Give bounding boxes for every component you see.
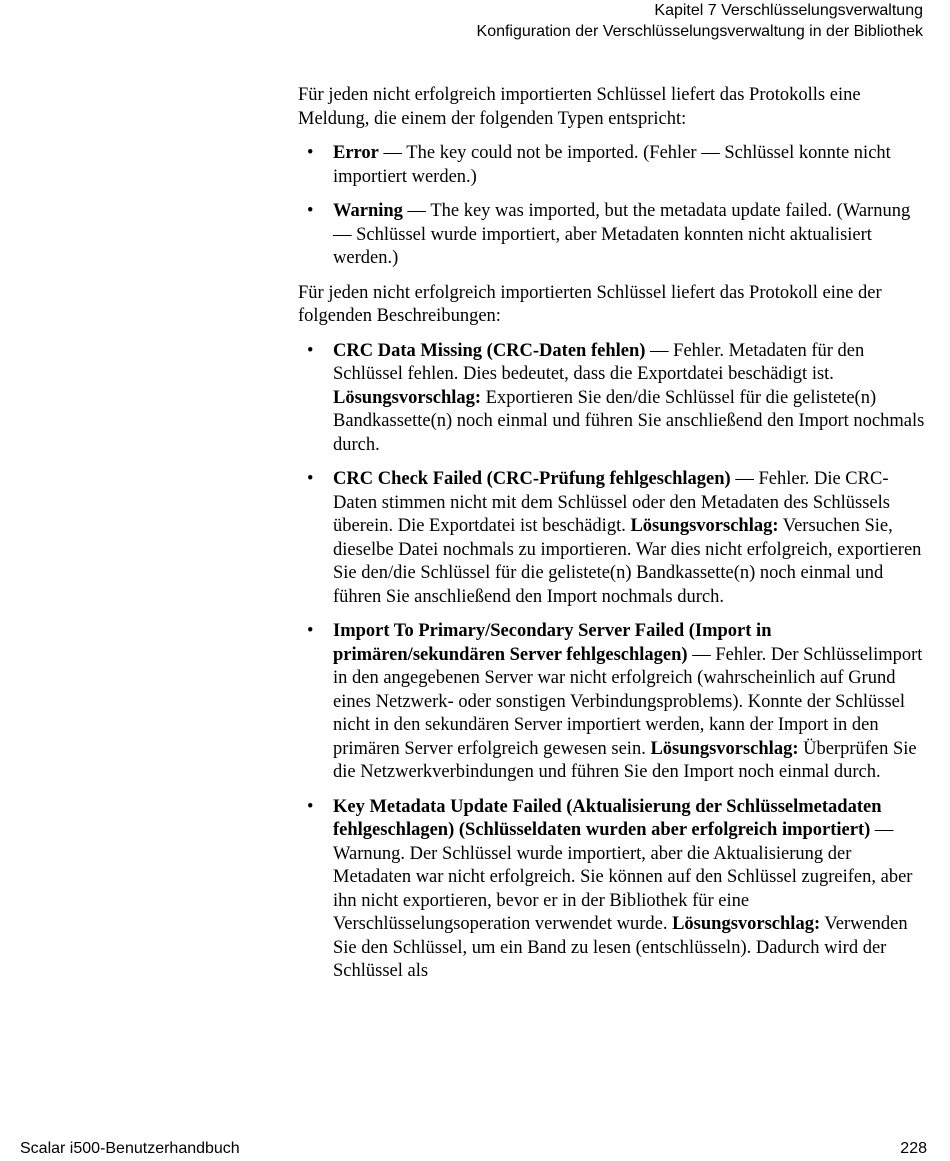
bullet-icon: •	[307, 621, 314, 641]
list-item	[298, 200, 926, 271]
bullet-icon: •	[307, 143, 314, 163]
list-item	[298, 468, 926, 609]
item-term: Error	[333, 143, 379, 163]
item-term: CRC Data Missing (CRC-Daten fehlen)	[333, 340, 646, 361]
solution-text: Versuchen Sie, dieselbe Datei nochmals zu importieren. War dies nicht erfolgreich, exportieren Sie den/die Schlüssel für die gelistete(n) Bandkassette(n) noch einmal und führen Sie anschließend den Import nochmals durch.	[333, 516, 922, 607]
item-text: — Fehler. Der Schlüsselimport in den angegebenen Server war nicht erfolgreich (wahrscheinlich auf Grund eines Netzwerk- oder sonstigen Verbindungsproblems). Konnte der Schlüssel nicht in den sekundären Server importiert werden, kann der Import in den primären Server erfolgreich gewesen sein.	[333, 644, 923, 759]
solution-label: Lösungsvorschlag:	[672, 914, 821, 934]
footer-document-title: Scalar i500-Benutzerhandbuch	[20, 1140, 240, 1157]
item-text: — The key was imported, but the metadata update failed. (Warnung — Schlüssel wurde importiert, aber Metadaten konnten nicht aktualisiert werden.)	[333, 201, 911, 268]
solution-label: Lösungsvorschlag:	[333, 387, 482, 408]
running-header	[477, 0, 923, 42]
bullet-icon: •	[307, 201, 314, 221]
intro-paragraph-2: Für jeden nicht erfolgreich importierten Schlüssel liefert das Protokoll eine der folgenden Beschreibungen:	[298, 282, 882, 326]
list-item	[298, 142, 926, 189]
item-term: Import To Primary/Secondary Server Failed (Import in primären/sekundären Server fehlgeschlagen)	[333, 621, 772, 665]
solution-text: Verwenden Sie den Schlüssel, um ein Band zu lesen (entschlüsseln). Dadurch wird der Schlüssel als	[333, 914, 908, 981]
item-term: Key Metadata Update Failed (Aktualisierung der Schlüsselmetadaten fehlgeschlagen) (Schlüsseldaten wurden aber erfolgreich importiert)	[333, 796, 882, 840]
item-text: — Warnung. Der Schlüssel wurde importiert, aber die Aktualisierung der Metadaten war nicht erfolgreich. Sie können auf den Schlüssel zugreifen, aber ihn nicht exportieren, bevor er in der Bibliothek für eine Verschlüsselungsoperation verwendet wurde.	[333, 820, 913, 934]
section-title: Konfiguration der Verschlüsselungsverwaltung in der Bibliothek	[476, 23, 923, 40]
bullet-icon: •	[307, 796, 314, 817]
solution-label: Lösungsvorschlag:	[630, 516, 779, 536]
item-text: — Fehler. Die CRC-Daten stimmen nicht mit dem Schlüssel oder den Metadaten des Schlüssels überein. Die Exportdatei ist beschädigt.	[333, 469, 890, 536]
list-item	[298, 620, 926, 785]
bullet-icon: •	[307, 469, 314, 489]
description-list	[298, 340, 926, 984]
solution-text: Exportieren Sie den/die Schlüssel für die gelistete(n) Bandkassette(n) noch einmal und führen Sie anschließend den Import nochmals durch.	[333, 387, 925, 455]
item-term: Warning	[333, 201, 403, 221]
intro-paragraph-1: Für jeden nicht erfolgreich importierten Schlüssel liefert das Protokolls eine Meldung, die einem der folgenden Typen entspricht:	[298, 85, 861, 129]
item-term: CRC Check Failed (CRC-Prüfung fehlgeschlagen)	[333, 469, 731, 489]
solution-label: Lösungsvorschlag:	[650, 738, 799, 759]
chapter-title: Kapitel 7 Verschlüsselungsverwaltung	[654, 2, 923, 19]
bullet-icon: •	[307, 340, 314, 361]
message-type-list	[298, 142, 926, 271]
page-number: 228	[900, 1140, 927, 1157]
main-content	[298, 84, 926, 995]
list-item	[298, 340, 926, 458]
item-text: — The key could not be imported. (Fehler — Schlüssel konnte nicht importiert werden.)	[333, 143, 891, 187]
solution-text: Überprüfen Sie die Netzwerkverbindungen und führen Sie den Import noch einmal durch.	[333, 738, 917, 782]
item-text: — Fehler. Metadaten für den Schlüssel fehlen. Dies bedeutet, dass die Exportdatei beschädigt ist.	[333, 340, 865, 384]
list-item	[298, 796, 926, 984]
